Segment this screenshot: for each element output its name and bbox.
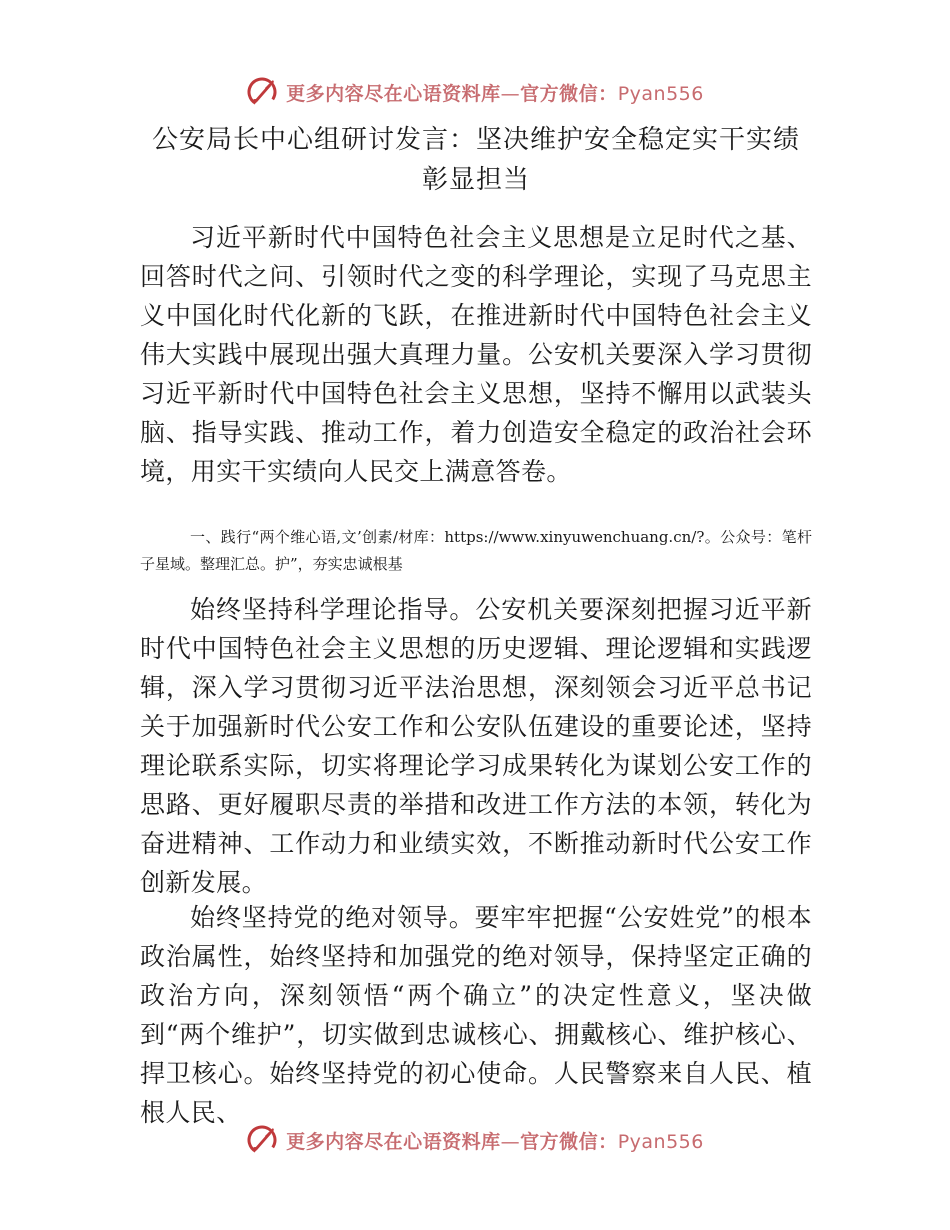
- body-paragraph-2: 始终坚持党的绝对领导。要牢牢把握“公安姓党”的根本政治属性，始终坚持和加强党的绝对领导，保持坚定正确的政治方向，深刻领悟“两个确立”的决定性意义，坚决做到“两个维护”，切实做到忠诚核心、拥戴核心、维护核心、捍卫核心。始终坚持党的初心使命。人民警察来自人民、植根人民、: [140, 903, 812, 1127]
- section-heading: 一、践行“两个维心语,文’创素/材库：https://www.xinyuwenchuang.cn/?。公众号：笔杆子星域。整理汇总。护”，夯实忠诚根基: [140, 528, 812, 573]
- quill-logo-icon: [246, 76, 278, 108]
- banner-content: [246, 1124, 704, 1156]
- banner-dash: —: [500, 82, 521, 105]
- banner-official-label: 官方微信：: [520, 82, 618, 105]
- banner-official-label: 官方微信：: [520, 1130, 618, 1153]
- banner-account: Pyan556: [617, 1130, 704, 1153]
- document-title: 公安局长中心组研讨发言：坚决维护安全稳定实干实绩彰显担当: [151, 125, 800, 195]
- intro-paragraph: 习近平新时代中国特色社会主义思想是立足时代之基、回答时代之问、引领时代之变的科学理论，实现了马克思主义中国化时代化新的飞跃，在推进新时代中国特色社会主义伟大实践中展现出强大真理力量。公安机关要深入学习贯彻习近平新时代中国特色社会主义思想，坚持不懈用以武装头脑、指导实践、推动工作，着力创造安全稳定的政治社会环境，用实干实绩向人民交上满意答卷。: [140, 223, 812, 486]
- banner-text: [286, 1127, 704, 1154]
- body-paragraph-1: 始终坚持科学理论指导。公安机关要深刻把握习近平新时代中国特色社会主义思想的历史逻辑、理论逻辑和实践逻辑，深入学习贯彻习近平法治思想，深刻领会习近平总书记关于加强新时代公安工作和公安队伍建设的重要论述，坚持理论联系实际，切实将理论学习成果转化为谋划公安工作的思路、更好履职尽责的举措和改进工作方法的本领，转化为奋进精神、工作动力和业绩实效，不断推动新时代公安工作创新发展。: [140, 595, 812, 897]
- banner-text: [286, 79, 704, 106]
- banner-prefix: 更多内容尽在心语资料库: [286, 1130, 501, 1153]
- quill-logo-icon: [246, 1124, 278, 1156]
- banner-account: Pyan556: [617, 82, 704, 105]
- footer-banner: [0, 1120, 950, 1160]
- banner-dash: —: [500, 1130, 521, 1153]
- banner-content: [246, 76, 704, 108]
- header-banner: [0, 72, 950, 112]
- banner-prefix: 更多内容尽在心语资料库: [286, 82, 501, 105]
